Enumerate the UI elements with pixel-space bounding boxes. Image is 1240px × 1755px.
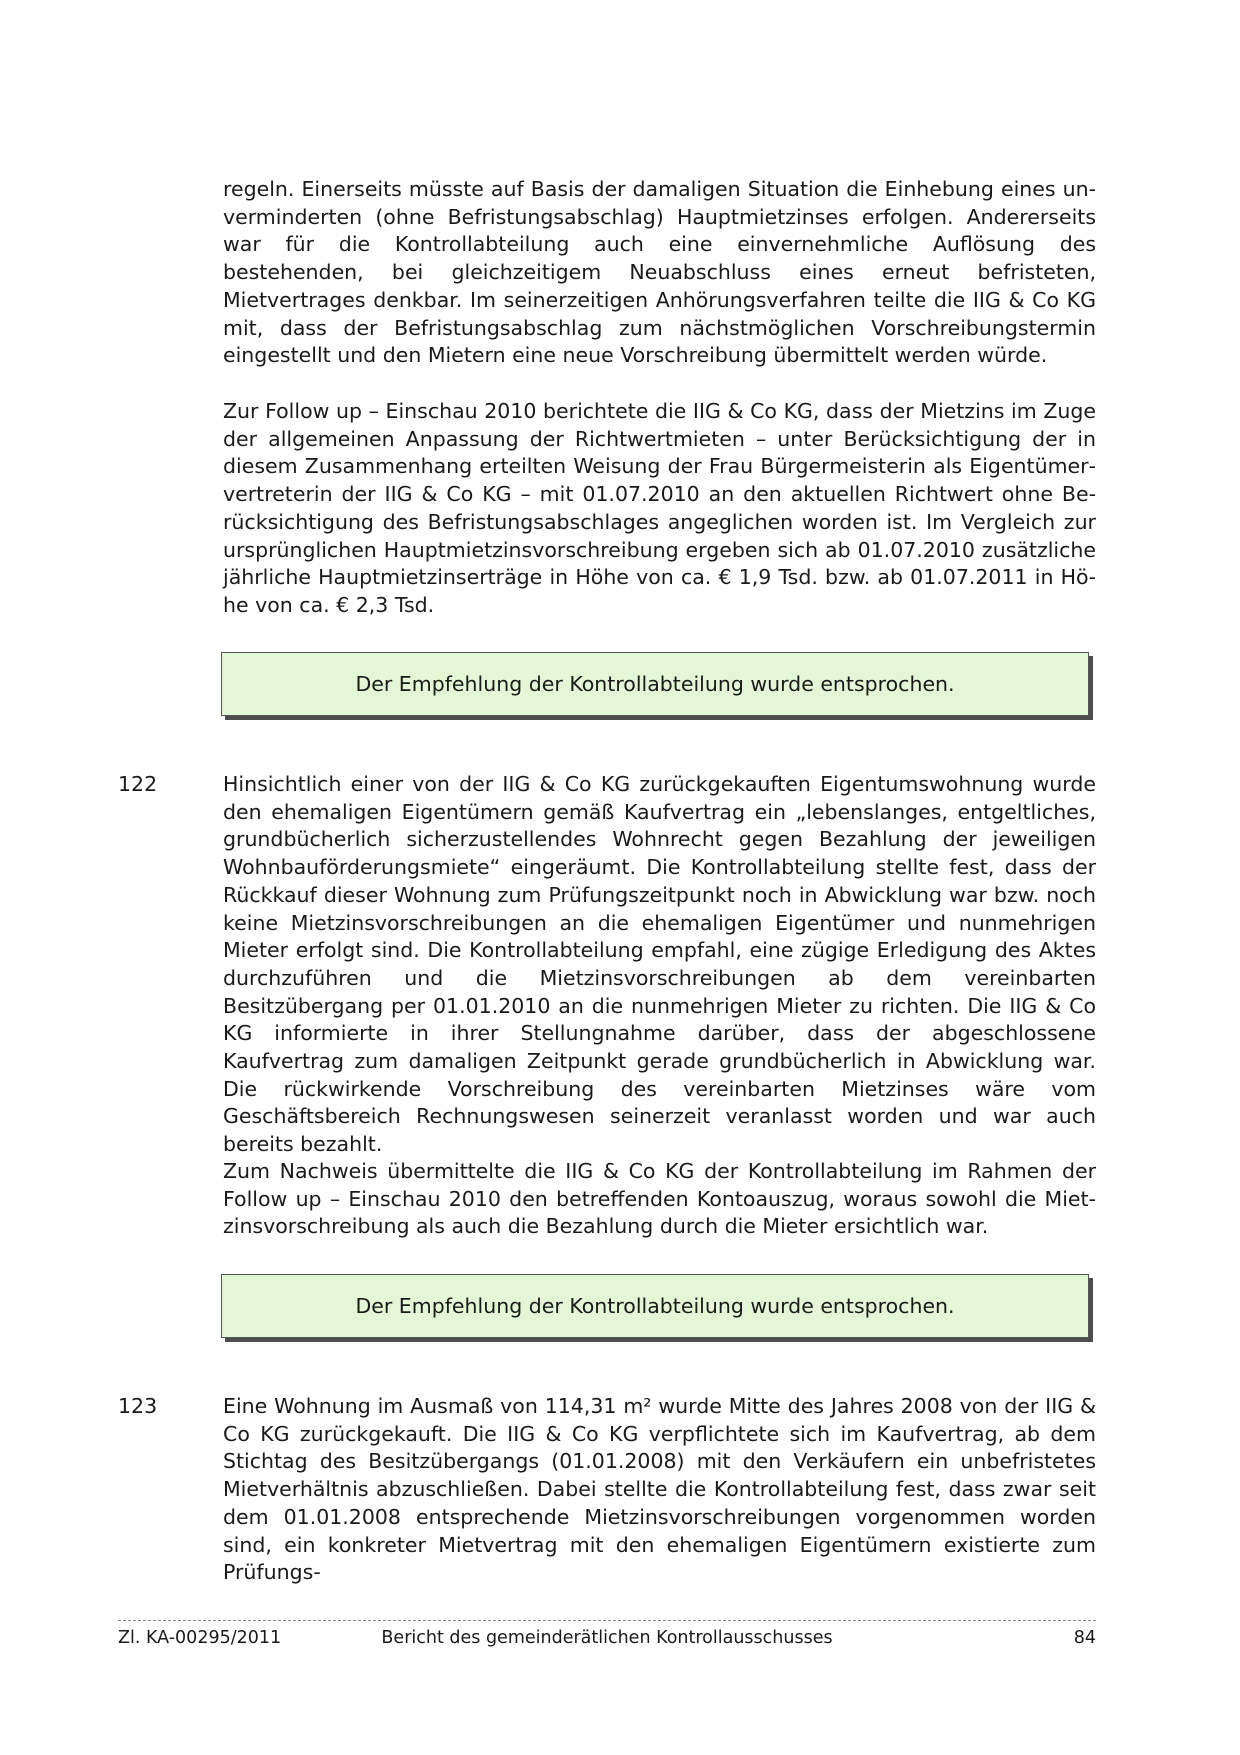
result-box-1 [221, 652, 1089, 716]
section-123-paragraph-1: Eine Wohnung im Ausmaß von 114,31 m² wurde Mitte des Jahres 2008 von der IIG & Co KG zurückgekauft. Die IIG & Co KG verpflichtete sich im Kaufvertrag, ab dem Stichtag des Besitzübergangs (01.01.2008) mit den Verkäufern ein unbefristetes Mietverhältnis abzuschließen. Dabei stellte die Kontrollabteilung fest, dass zwar seit dem 01.01.2008 entsprechende Mietzinsvorschreibungen vorgenommen worden sind, ein konkreter Mietvertrag mit den ehemaligen Eigentümern existierte zum Prüfungs- [223, 1394, 1096, 1585]
section-number-123: 123 [118, 1394, 158, 1418]
result-box-2 [221, 1274, 1089, 1338]
intro-paragraph-2: Zur Follow up – Einschau 2010 berichtete die IIG & Co KG, dass der Mietzins im Zuge der allgemeinen Anpassung der Richtwertmieten – unter Berücksichtigung der in diesem Zusammenhang erteilten Weisung der Frau Bürgermeisterin als Eigentümervertreterin der IIG & Co KG – mit 01.07.2010 an den aktuellen Richtwert ohne Berücksichtigung des Befristungsabschlages angeglichen worden ist. Im Vergleich zur ursprünglichen Hauptmietzinsvorschreibung ergeben sich ab 01.07.2010 zusätzliche jährliche Hauptmietzinserträge in Höhe von ca. € 1,9 Tsd. bzw. ab 01.07.2011 in Höhe von ca. € 2,3 Tsd. [223, 399, 1096, 617]
result-text: Der Empfehlung der Kontrollabteilung wurde entsprochen. [355, 672, 955, 696]
footer-reference: Zl. KA-00295/2011 [118, 1628, 282, 1648]
section-122-paragraph-2: Zum Nachweis übermittelte die IIG & Co KG der Kontrollabteilung im Rahmen der Follow up – Einschau 2010 den betreffenden Kontoauszug, woraus sowohl die Mietzinsvorschreibung als auch die Bezahlung durch die Mieter ersichtlich war. [223, 1159, 1096, 1239]
result-text: Der Empfehlung der Kontrollabteilung wurde entsprochen. [355, 1294, 955, 1318]
intro-paragraph-1: regeln. Einerseits müsste auf Basis der damaligen Situation die Einhebung eines unverminderten (ohne Befristungsabschlag) Hauptmietzinses erfolgen. Andererseits war für die Kontrollabteilung auch eine einvernehmliche Auflösung des bestehenden, bei gleichzeitigem Neuabschluss eines erneut befristeten, Mietvertrages denkbar. Im seinerzeitigen Anhörungsverfahren teilte die IIG & Co KG mit, dass der Befristungsabschlag zum nächstmöglichen Vorschreibungstermin eingestellt und den Mietern eine neue Vorschreibung übermittelt werden würde. [223, 177, 1096, 368]
section-number-122: 122 [118, 772, 158, 796]
section-122-paragraph-1: Hinsichtlich einer von der IIG & Co KG zurückgekauften Eigentumswohnung wurde den ehemaligen Eigentümern gemäß Kaufvertrag ein „lebenslanges, entgeltliches, grundbücherlich sicherzustellendes Wohnrecht gegen Bezahlung der jeweiligen Wohnbauförderungsmiete“ eingeräumt. Die Kontrollabteilung stellte fest, dass der Rückkauf dieser Wohnung zum Prüfungszeitpunkt noch in Abwicklung war bzw. noch keine Mietzinsvorschreibungen an die ehemaligen Eigentümer und nunmehrigen Mieter erfolgt sind. Die Kontrollabteilung empfahl, eine zügige Erledigung des Aktes durchzuführen und die Mietzinsvorschreibungen ab dem vereinbarten Besitzübergang per 01.01.2010 an die nunmehrigen Mieter zu richten. Die IIG & Co KG informierte in ihrer Stellungnahme darüber, dass der abgeschlossene Kaufvertrag zum damaligen Zeitpunkt gerade grundbücherlich in Abwicklung war. Die rückwirkende Vorschreibung des vereinbarten Mietzinses wäre vom Geschäftsbereich Rechnungswesen seinerzeit veranlasst worden und war auch bereits bezahlt. [223, 772, 1096, 1157]
footer-divider [118, 1620, 1096, 1621]
footer-title: Bericht des gemeinderätlichen Kontrollausschusses [381, 1628, 833, 1648]
footer-page-number: 84 [1073, 1628, 1096, 1648]
